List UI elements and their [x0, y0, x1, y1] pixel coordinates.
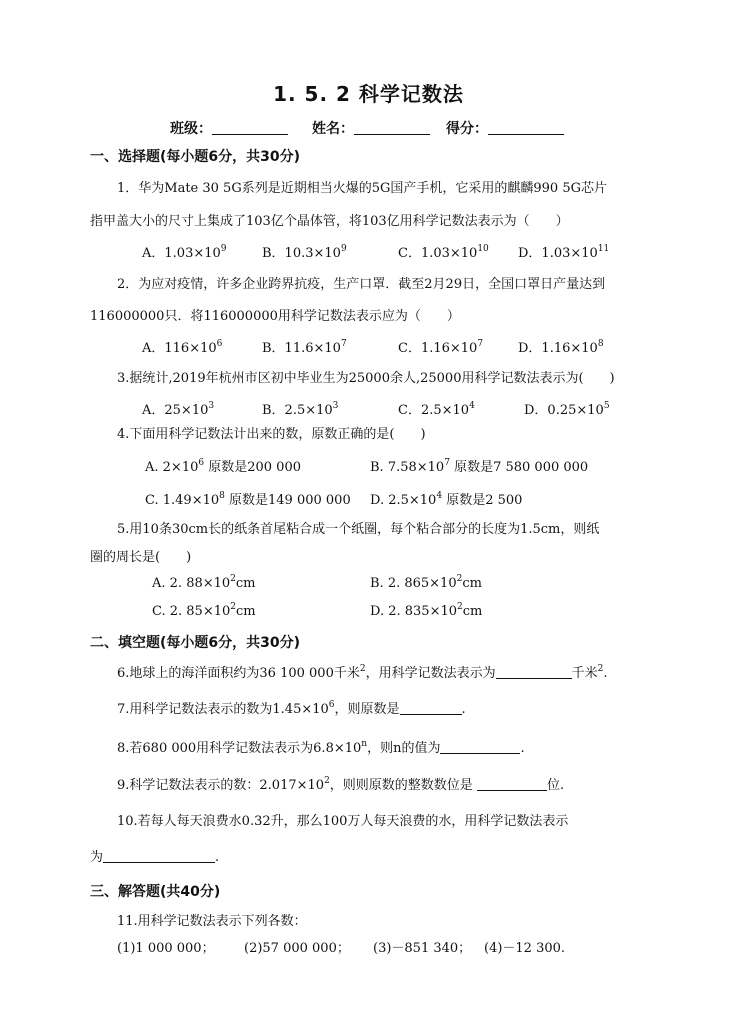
class-blank[interactable] — [212, 120, 288, 135]
q2-option-c[interactable]: C．$1.16\times 10^7$ — [398, 339, 484, 356]
q11-part-2: (2)57 000 000； — [244, 941, 350, 956]
name-blank[interactable] — [354, 120, 430, 135]
q1-option-d[interactable]: D．$1.03\times 10^{11}$ — [518, 244, 610, 261]
q5-option-c[interactable]: C. 2. $85\times 10^2cm$ — [152, 602, 256, 619]
section-choice-heading: 一、选择题(每小题6分，共30分) — [90, 149, 301, 165]
q9-answer-blank[interactable] — [477, 776, 547, 791]
q1-text-line2: 指甲盖大小的尺寸上集成了103亿个晶体管，将103亿用科学记数法表示为（ ） — [90, 214, 569, 229]
name-field — [312, 118, 430, 138]
q3-text-line1: 3.据统计,2019年杭州市区初中毕业生为25000余人,25000用科学记数法表示为( ) — [117, 371, 615, 386]
q11-part-1: (1)1 000 000； — [117, 941, 215, 956]
q2-text-line2: 116000000只．将116000000用科学记数法表示应为（ ） — [90, 309, 460, 324]
score-blank[interactable] — [488, 120, 564, 135]
q2-option-a[interactable]: A．$116\times 10^6$ — [142, 339, 223, 356]
q4-option-c[interactable]: C. $1.49\times 10^8$ 原数是149 000 000 — [145, 491, 351, 508]
q11-text-line1: 11.用科学记数法表示下列各数： — [117, 914, 307, 929]
q5-text-line1: 5.用10条30cm长的纸条首尾粘合成一个纸圈，每个粘合部分的长度为1.5cm，则纸 — [117, 522, 600, 537]
score-field — [446, 118, 564, 138]
q2-option-b[interactable]: B．$11.6\times 10^7$ — [262, 339, 347, 356]
q10-text-line1: 10.若每人每天浪费水0.32升，那么100万人每天浪费的水，用科学记数法表示 — [117, 814, 569, 829]
q3-option-b[interactable]: B．$2.5\times 10^3$ — [262, 401, 339, 418]
q2-text-line1: 2．为应对疫情，许多企业跨界抗疫，生产口罩．截至2月29日，全国口罩日产量达到 — [117, 277, 606, 292]
q7-answer-blank[interactable] — [400, 700, 462, 715]
class-label: 班级： — [170, 121, 212, 137]
q8-text: 8.若680 000用科学记数法表示为$6.8\times 10^n$，则n的值为 . — [117, 739, 525, 756]
q1-option-b[interactable]: B．$10.3\times 10^9$ — [262, 244, 347, 261]
q1-option-a[interactable]: A．$1.03\times 10^9$ — [142, 244, 227, 261]
q6-answer-blank[interactable] — [496, 664, 572, 679]
q8-answer-blank[interactable] — [440, 739, 520, 754]
section-fill-heading: 二、填空题(每小题6分，共30分) — [90, 635, 301, 651]
q5-option-a[interactable]: A. 2. $88\times 10^2cm$ — [152, 574, 256, 591]
q1-option-c[interactable]: C．$1.03\times 10^{10}$ — [398, 244, 489, 261]
q11-part-4: (4)－12 300. — [484, 941, 566, 956]
class-field — [170, 118, 288, 138]
q3-option-a[interactable]: A．$25\times 10^3$ — [142, 401, 215, 418]
q5-text-line2: 圈的周长是( ) — [90, 550, 192, 565]
q4-text-line1: 4.下面用科学记数法计出来的数，原数正确的是( ) — [117, 427, 426, 442]
q4-option-a[interactable]: A. $2\times 10^6$ 原数是200 000 — [145, 458, 301, 475]
section-solve-heading: 三、解答题(共40分) — [90, 884, 221, 900]
q9-text: 9.科学记数法表示的数：$2.017\times 10^2$，则则原数的整数数位是 位. — [117, 776, 565, 793]
q4-option-d[interactable]: D. $2.5\times 10^4$ 原数是2 500 — [370, 491, 523, 508]
q5-option-b[interactable]: B. 2. $865\times 10^2cm$ — [370, 574, 482, 591]
name-label: 姓名： — [312, 121, 354, 137]
score-label: 得分： — [446, 121, 488, 137]
q2-option-d[interactable]: D．$1.16\times 10^8$ — [518, 339, 604, 356]
q10-text-line2: 为 . — [90, 850, 220, 865]
q3-option-d[interactable]: D．$0.25\times 10^5$ — [524, 401, 610, 418]
q6-text: 6.地球上的海洋面积约为36 100 000千米$^2$，用科学记数法表示为 千米$^2$. — [117, 664, 608, 681]
q7-text: 7.用科学记数法表示的数为$1.45\times 10^6$，则原数是 . — [117, 700, 466, 717]
q5-option-d[interactable]: D. 2. $835\times 10^2cm$ — [370, 602, 483, 619]
q4-option-b[interactable]: B. $7.58\times 10^7$ 原数是7 580 000 000 — [370, 458, 589, 475]
q3-option-c[interactable]: C．$2.5\times 10^4$ — [398, 401, 475, 418]
q1-text-line1: 1．华为Mate 30 5G系列是近期相当火爆的5G国产手机，它采用的麒麟990 5G芯片 — [117, 181, 607, 196]
q11-part-3: (3)－851 340； — [373, 941, 472, 956]
page-title: 1. 5. 2 科学记数法 — [273, 82, 464, 106]
q10-answer-blank[interactable] — [103, 848, 215, 863]
